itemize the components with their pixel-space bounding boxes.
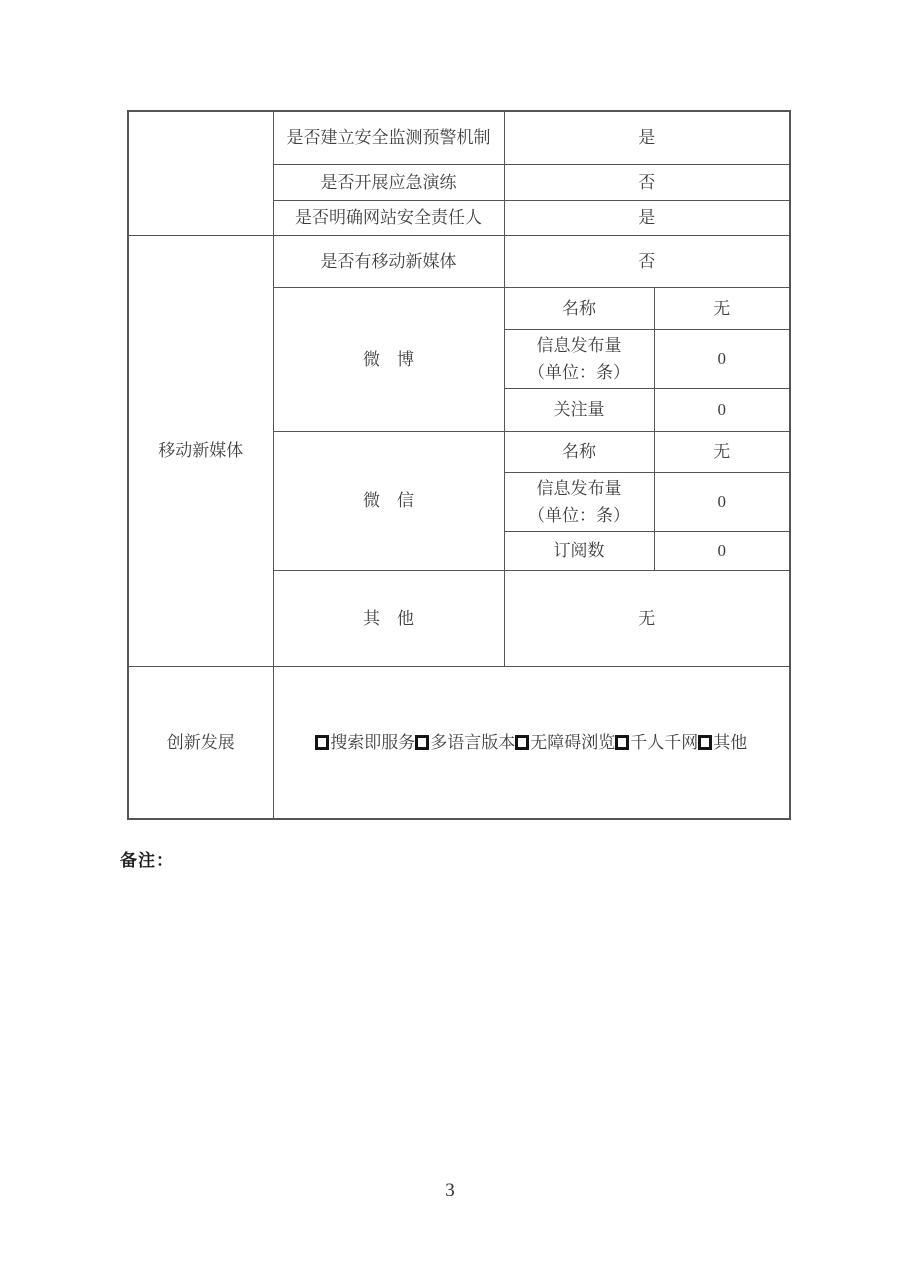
accessibility-checkbox[interactable] xyxy=(515,735,529,750)
security-monitor-label: 是否建立安全监测预警机制 xyxy=(273,111,504,164)
wechat-subscribers-value: 0 xyxy=(654,531,790,570)
wechat-name-label: 名称 xyxy=(504,431,654,472)
personalized-label: 千人千网 xyxy=(630,732,699,752)
weibo-followers-value: 0 xyxy=(654,388,790,431)
notes-label: 备注： xyxy=(120,851,174,870)
wechat-posts-label-line1: 信息发布量 xyxy=(536,478,622,498)
section-cell-innovation: 创新发展 xyxy=(128,666,273,819)
other-checkbox[interactable] xyxy=(698,735,712,750)
option-personalized xyxy=(615,729,698,756)
option-accessibility xyxy=(515,729,615,756)
other-label: 其他 xyxy=(713,732,748,752)
option-search-as-service xyxy=(315,729,415,756)
emergency-drill-label: 是否开展应急演练 xyxy=(273,164,504,200)
weibo-followers-label: 关注量 xyxy=(504,388,654,431)
personalized-checkbox[interactable] xyxy=(615,735,629,750)
multilingual-label: 多语言版本 xyxy=(430,732,516,752)
weibo-posts-label xyxy=(504,329,654,388)
table-row xyxy=(128,111,790,164)
innovation-options xyxy=(280,729,784,756)
has-mobile-media-value: 否 xyxy=(504,235,790,287)
emergency-drill-value: 否 xyxy=(504,164,790,200)
wechat-posts-label xyxy=(504,472,654,531)
section-cell-mobile-media: 移动新媒体 xyxy=(128,235,273,666)
page-number: 3 xyxy=(445,1180,455,1201)
wechat-subscribers-label: 订阅数 xyxy=(504,531,654,570)
search-as-service-label: 搜索即服务 xyxy=(330,732,416,752)
innovation-options-cell xyxy=(273,666,790,819)
section-cell-empty xyxy=(128,111,273,235)
weibo-name-value: 无 xyxy=(654,287,790,329)
table-row xyxy=(128,666,790,819)
has-mobile-media-label: 是否有移动新媒体 xyxy=(273,235,504,287)
wechat-posts-label-line2: （单位：条） xyxy=(528,505,630,525)
option-multilingual xyxy=(415,729,515,756)
weibo-posts-label-line1: 信息发布量 xyxy=(536,335,622,355)
weibo-name-label: 名称 xyxy=(504,287,654,329)
wechat-label: 微 信 xyxy=(273,431,504,570)
other-media-value: 无 xyxy=(504,570,790,666)
table-row xyxy=(128,235,790,287)
security-monitor-value: 是 xyxy=(504,111,790,164)
weibo-posts-value: 0 xyxy=(654,329,790,388)
option-other xyxy=(698,729,747,756)
weibo-posts-label-line2: （单位：条） xyxy=(528,362,630,382)
other-media-label: 其 他 xyxy=(273,570,504,666)
search-as-service-checkbox[interactable] xyxy=(315,735,329,750)
wechat-posts-value: 0 xyxy=(654,472,790,531)
weibo-label: 微 博 xyxy=(273,287,504,431)
multilingual-checkbox[interactable] xyxy=(415,735,429,750)
wechat-name-value: 无 xyxy=(654,431,790,472)
security-officer-value: 是 xyxy=(504,200,790,235)
security-officer-label: 是否明确网站安全责任人 xyxy=(273,200,504,235)
accessibility-label: 无障碍浏览 xyxy=(530,732,616,752)
annual-report-table xyxy=(127,110,791,820)
